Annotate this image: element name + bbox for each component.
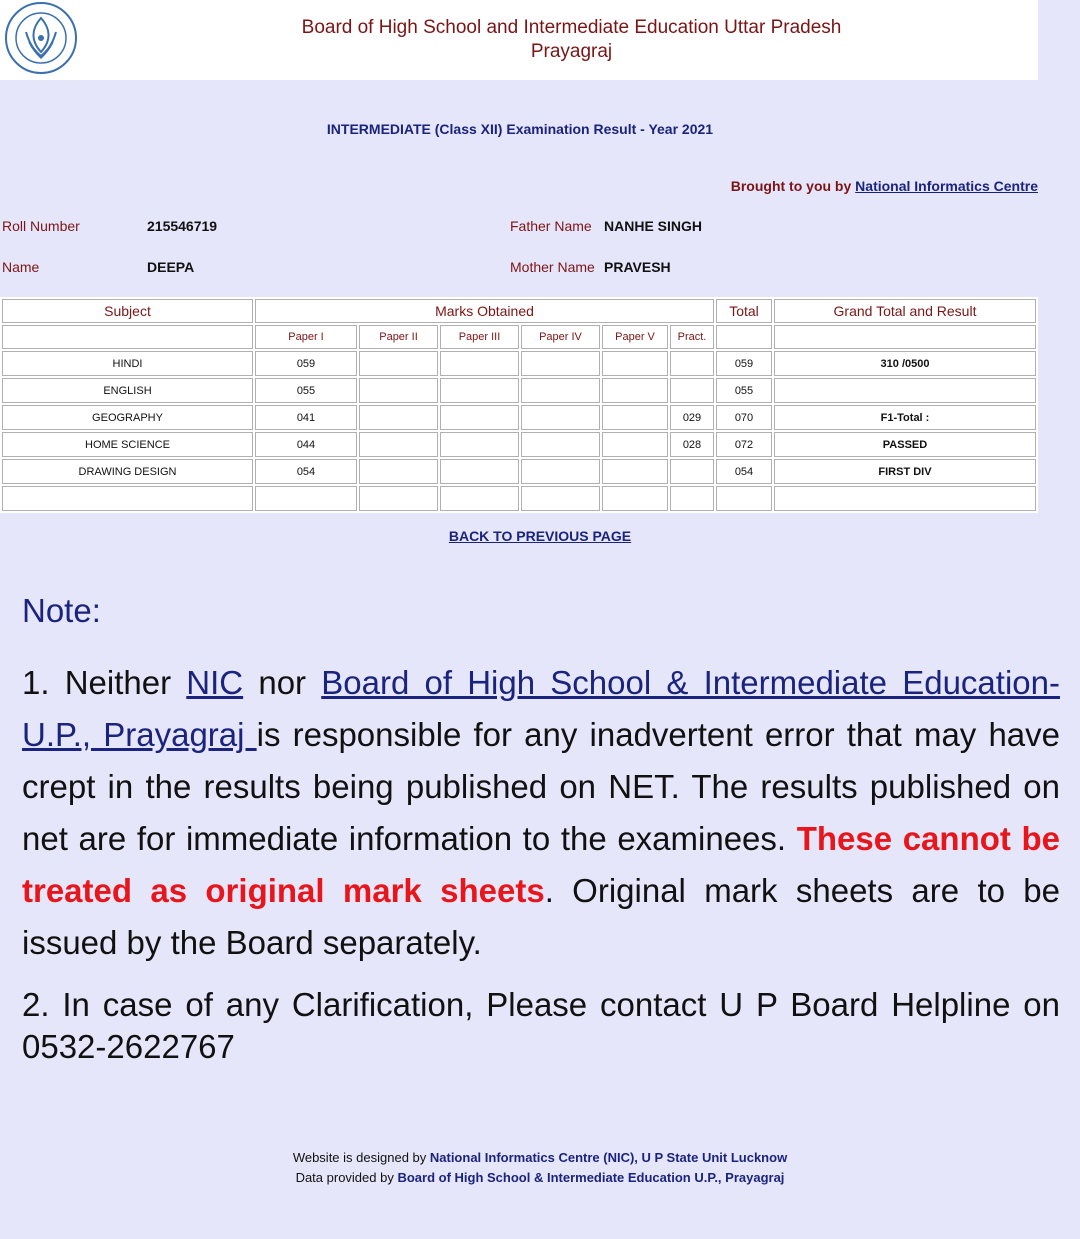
board-title-line1: Board of High School and Intermediate Education Uttar Pradesh [301,17,842,38]
paper-3-cell [440,459,519,484]
subject-cell: HOME SCIENCE [2,432,253,457]
paper-2-cell [359,459,438,484]
marks-obtained-header: Marks Obtained [255,299,714,323]
empty-cell [440,486,519,511]
paper-5-cell [602,351,668,376]
paper-3-cell [440,405,519,430]
mother-name-value: PRAVESH [604,259,671,275]
grand-total-cell [774,378,1036,403]
practical-cell [670,351,714,376]
paper-2-cell [359,432,438,457]
note-1-text-c: is responsible for any inadvertent error that may have crept in the results being published on NET. The results published on net are for immediate information to the examinees. [22,716,1060,857]
board-note-link[interactable]: Board of High School & Intermediate Education-U.P., Prayagraj [22,664,1060,753]
table-row [2,459,1036,484]
table-row [2,378,1036,403]
result-status: PASSED [774,432,1036,457]
page-header [0,0,1038,80]
paper-4-cell [521,432,600,457]
note-2: 2. In case of any Clarification, Please contact U P Board Helpline on 0532-2622767 [22,986,1060,1065]
total-cell: 072 [716,432,772,457]
board-title [190,16,953,64]
empty-cell [2,486,253,511]
paper-3-header: Paper III [440,325,519,349]
subject-cell: HINDI [2,351,253,376]
footer-line-1-bold: National Informatics Centre (NIC), U P State Unit Lucknow [429,1150,788,1165]
paper-2-cell [359,378,438,403]
paper-4-cell [521,351,600,376]
empty-cell [359,486,438,511]
practical-header: Pract. [670,325,714,349]
table-header-row [2,299,1036,323]
paper-4-cell [521,405,600,430]
up-board-emblem-icon [2,2,80,74]
f1-total-label: F1-Total : [774,405,1036,430]
paper-4-cell [521,459,600,484]
father-name-label: Father Name [510,218,592,234]
paper-2-cell [359,351,438,376]
practical-cell: 029 [670,405,714,430]
roll-number-value: 215546719 [147,218,218,234]
paper-1-cell: 059 [255,351,357,376]
nic-note-link[interactable]: NIC [186,664,244,701]
warning-text: These cannot be treated as original mark sheets [22,820,1061,909]
paper-3-cell [440,351,519,376]
table-subheader-row [2,325,1036,349]
total-cell: 054 [716,459,772,484]
paper-5-cell [602,378,668,403]
paper-5-header: Paper V [602,325,668,349]
paper-1-cell: 044 [255,432,357,457]
total-cell: 055 [716,378,772,403]
paper-3-cell [440,432,519,457]
practical-cell [670,459,714,484]
grand-total-value: 310 /0500 [774,351,1036,376]
nic-link[interactable]: National Informatics Centre [855,178,1038,194]
note-1-text-a: 1. Neither [22,664,187,701]
board-title-line2: Prayagraj [530,41,613,62]
paper-1-cell: 041 [255,405,357,430]
paper-4-header: Paper IV [521,325,600,349]
total-cell: 059 [716,351,772,376]
paper-2-cell [359,405,438,430]
total-cell: 070 [716,405,772,430]
mother-name-label: Mother Name [510,259,595,275]
empty-cell [255,486,357,511]
paper-1-header: Paper I [255,325,357,349]
empty-cell [774,486,1036,511]
name-label: Name [2,259,40,275]
table-row-empty [2,486,1036,511]
subject-cell: ENGLISH [2,378,253,403]
empty-cell [2,325,253,349]
paper-3-cell [440,378,519,403]
paper-5-cell [602,459,668,484]
roll-number-label: Roll Number [2,218,80,234]
practical-cell [670,378,714,403]
empty-cell [670,486,714,511]
empty-cell [774,325,1036,349]
table-row [2,351,1036,376]
paper-2-header: Paper II [359,325,438,349]
empty-cell [716,325,772,349]
note-title: Note: [22,592,101,629]
note-1-text-d: . Original mark sheets are to be issued by the Board separately. [22,872,1061,961]
footer-line-1 [0,1148,1080,1168]
footer [0,1148,1080,1188]
grand-total-header: Grand Total and Result [774,299,1036,323]
empty-cell [602,486,668,511]
paper-1-cell: 054 [255,459,357,484]
back-to-previous-page-link[interactable]: BACK TO PREVIOUS PAGE [448,528,632,544]
table-row [2,405,1036,430]
paper-5-cell [602,405,668,430]
name-value: DEEPA [147,259,195,275]
paper-4-cell [521,378,600,403]
father-name-value: NANHE SINGH [604,218,703,234]
brought-by [731,178,1038,194]
subject-cell: DRAWING DESIGN [2,459,253,484]
paper-1-cell: 055 [255,378,357,403]
marks-table [0,297,1038,513]
empty-cell [521,486,600,511]
empty-cell [716,486,772,511]
subject-cell: GEOGRAPHY [2,405,253,430]
footer-line-1-prefix: Website is designed by [292,1150,430,1165]
paper-5-cell [602,432,668,457]
note-1-text-b: nor [243,664,322,701]
subject-header: Subject [2,299,253,323]
division-value: FIRST DIV [774,459,1036,484]
note-1 [22,657,1060,969]
practical-cell: 028 [670,432,714,457]
brought-by-prefix: Brought to you by [730,178,852,194]
footer-line-2-bold: Board of High School & Intermediate Education U.P., Prayagraj [397,1170,785,1185]
exam-title: INTERMEDIATE (Class XII) Examination Result - Year 2021 [326,121,714,137]
footer-line-2-prefix: Data provided by [295,1170,398,1185]
table-row [2,432,1036,457]
total-header: Total [716,299,772,323]
footer-line-2 [0,1168,1080,1188]
